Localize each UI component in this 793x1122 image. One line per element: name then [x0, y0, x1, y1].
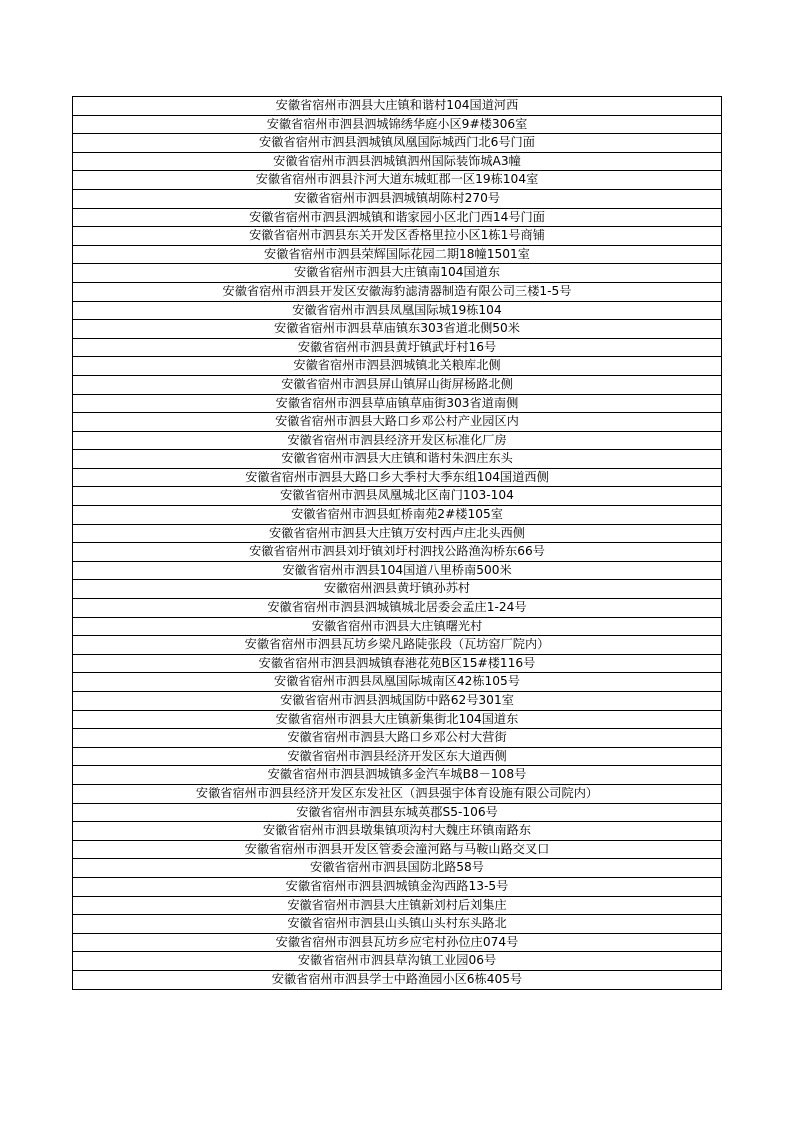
table-row: [73, 710, 722, 729]
address-cell: 安徽省宿州市泗县汴河大道东城虹郡一区19栋104室: [73, 171, 722, 190]
address-cell: 安徽省宿州市泗县泗城镇和谐家园小区北门西14号门面: [73, 208, 722, 227]
table-row: [73, 599, 722, 618]
address-cell: 安徽省宿州市泗县草沟镇工业园06号: [73, 952, 722, 971]
table-row: [73, 654, 722, 673]
table-row: [73, 970, 722, 989]
address-cell: 安徽省宿州市泗县刘圩镇刘圩村泗找公路渔沟桥东66号: [73, 543, 722, 562]
address-cell: 安徽省宿州市泗县泗城镇金沟西路13-5号: [73, 877, 722, 896]
table-row: [73, 338, 722, 357]
address-cell: 安徽省宿州市泗县大庄镇南104国道东: [73, 264, 722, 283]
table-row: [73, 171, 722, 190]
address-cell: 安徽省宿州市泗县凤凰国际城19栋104: [73, 301, 722, 320]
address-cell: 安徽省宿州市泗县大庄镇和谐村104国道河西: [73, 97, 722, 116]
table-row: [73, 729, 722, 748]
address-cell: 安徽省宿州市泗县草庙镇东303省道北侧50米: [73, 320, 722, 339]
table-row: [73, 134, 722, 153]
address-cell: 安徽省宿州市泗县学士中路渔园小区6栋405号: [73, 970, 722, 989]
address-cell: 安徽省宿州市泗县泗城国防中路62号301室: [73, 692, 722, 711]
table-row: [73, 896, 722, 915]
table-row: [73, 877, 722, 896]
table-row: [73, 152, 722, 171]
table-row: [73, 840, 722, 859]
table-row: [73, 915, 722, 934]
address-cell: 安徽省宿州市泗县国防北路58号: [73, 859, 722, 878]
table-row: [73, 543, 722, 562]
table-row: [73, 375, 722, 394]
table-row: [73, 450, 722, 469]
address-cell: 安徽省宿州市泗县开发区安徽海豹滤清器制造有限公司三楼1-5号: [73, 282, 722, 301]
address-cell: 安徽省宿州市泗县经济开发区东大道西侧: [73, 747, 722, 766]
address-cell: 安徽省宿州市泗县荣辉国际花园二期18幢1501室: [73, 245, 722, 264]
address-cell: 安徽省宿州市泗县泗城镇北关粮库北侧: [73, 357, 722, 376]
table-row: [73, 784, 722, 803]
address-cell: 安徽省宿州市泗县东城英郡S5-106号: [73, 803, 722, 822]
table-row: [73, 97, 722, 116]
table-row: [73, 524, 722, 543]
address-cell: 安徽宿州泗县黄圩镇孙苏村: [73, 580, 722, 599]
address-cell: 安徽省宿州市泗县大庄镇万安村西卢庄北头西侧: [73, 524, 722, 543]
address-table: [72, 96, 722, 990]
address-cell: 安徽省宿州市泗县开发区管委会潼河路与马鞍山路交叉口: [73, 840, 722, 859]
table-row: [73, 617, 722, 636]
address-cell: 安徽省宿州市泗县大庄镇新刘村后刘集庄: [73, 896, 722, 915]
table-row: [73, 636, 722, 655]
address-cell: 安徽省宿州市泗县瓦坊乡应宅村孙位庄074号: [73, 933, 722, 952]
address-cell: 安徽省宿州市泗县大庄镇和谐村朱泗庄东头: [73, 450, 722, 469]
address-cell: 安徽省宿州市泗县东关开发区香格里拉小区1栋1号商铺: [73, 227, 722, 246]
table-row: [73, 394, 722, 413]
table-row: [73, 282, 722, 301]
address-cell: 安徽省宿州市泗县大庄镇新集街北104国道东: [73, 710, 722, 729]
table-row: [73, 859, 722, 878]
address-cell: 安徽省宿州市泗县泗城镇胡陈村270号: [73, 189, 722, 208]
table-row: [73, 580, 722, 599]
table-row: [73, 320, 722, 339]
address-cell: 安徽省宿州市泗县大路口乡邓公村大营街: [73, 729, 722, 748]
address-cell: 安徽省宿州市泗县山头镇山头村东头路北: [73, 915, 722, 934]
address-cell: 安徽省宿州市泗县墩集镇项沟村大魏庄环镇南路东: [73, 822, 722, 841]
address-cell: 安徽省宿州市泗县虹桥南苑2#楼105室: [73, 506, 722, 525]
table-row: [73, 301, 722, 320]
address-cell: 安徽省宿州市泗县大路口乡邓公村产业园区内: [73, 413, 722, 432]
address-cell: 安徽省宿州市泗县泗城镇凤凰国际城西门北6号门面: [73, 134, 722, 153]
address-cell: 安徽省宿州市泗县104国道八里桥南500米: [73, 561, 722, 580]
table-row: [73, 506, 722, 525]
table-row: [73, 189, 722, 208]
table-row: [73, 692, 722, 711]
table-row: [73, 264, 722, 283]
table-row: [73, 952, 722, 971]
address-cell: 安徽省宿州市泗县屏山镇屏山街屏杨路北侧: [73, 375, 722, 394]
address-cell: 安徽省宿州市泗县凤凰国际城南区42栋105号: [73, 673, 722, 692]
address-cell: 安徽省宿州市泗县泗城镇城北居委会孟庄1-24号: [73, 599, 722, 618]
table-row: [73, 766, 722, 785]
address-cell: 安徽省宿州市泗县泗城锦绣华庭小区9#楼306室: [73, 115, 722, 134]
table-row: [73, 803, 722, 822]
address-cell: 安徽省宿州市泗县大路口乡大季村大季东组104国道西侧: [73, 468, 722, 487]
address-cell: 安徽省宿州市泗县泗城镇泗州国际装饰城A3幢: [73, 152, 722, 171]
address-cell: 安徽省宿州市泗县泗城镇春港花苑B区15#楼116号: [73, 654, 722, 673]
table-row: [73, 357, 722, 376]
table-row: [73, 208, 722, 227]
table-row: [73, 413, 722, 432]
table-row: [73, 227, 722, 246]
address-cell: 安徽省宿州市泗县黄圩镇武圩村16号: [73, 338, 722, 357]
address-cell: 安徽省宿州市泗县大庄镇曙光村: [73, 617, 722, 636]
table-row: [73, 431, 722, 450]
address-cell: 安徽省宿州市泗县泗城镇多金汽车城B8－108号: [73, 766, 722, 785]
address-cell: 安徽省宿州市泗县瓦坊乡梁凡路陡张段（瓦坊窑厂院内）: [73, 636, 722, 655]
address-cell: 安徽省宿州市泗县草庙镇草庙街303省道南侧: [73, 394, 722, 413]
table-row: [73, 468, 722, 487]
address-cell: 安徽省宿州市泗县经济开发区标准化厂房: [73, 431, 722, 450]
table-row: [73, 933, 722, 952]
table-row: [73, 115, 722, 134]
table-row: [73, 487, 722, 506]
address-cell: 安徽省宿州市泗县经济开发区东发社区（泗县强宇体育设施有限公司院内）: [73, 784, 722, 803]
table-row: [73, 245, 722, 264]
table-row: [73, 673, 722, 692]
table-row: [73, 822, 722, 841]
address-sheet: [72, 96, 722, 990]
table-row: [73, 747, 722, 766]
address-table-body: [73, 97, 722, 990]
address-cell: 安徽省宿州市泗县凤凰城北区南门103-104: [73, 487, 722, 506]
table-row: [73, 561, 722, 580]
